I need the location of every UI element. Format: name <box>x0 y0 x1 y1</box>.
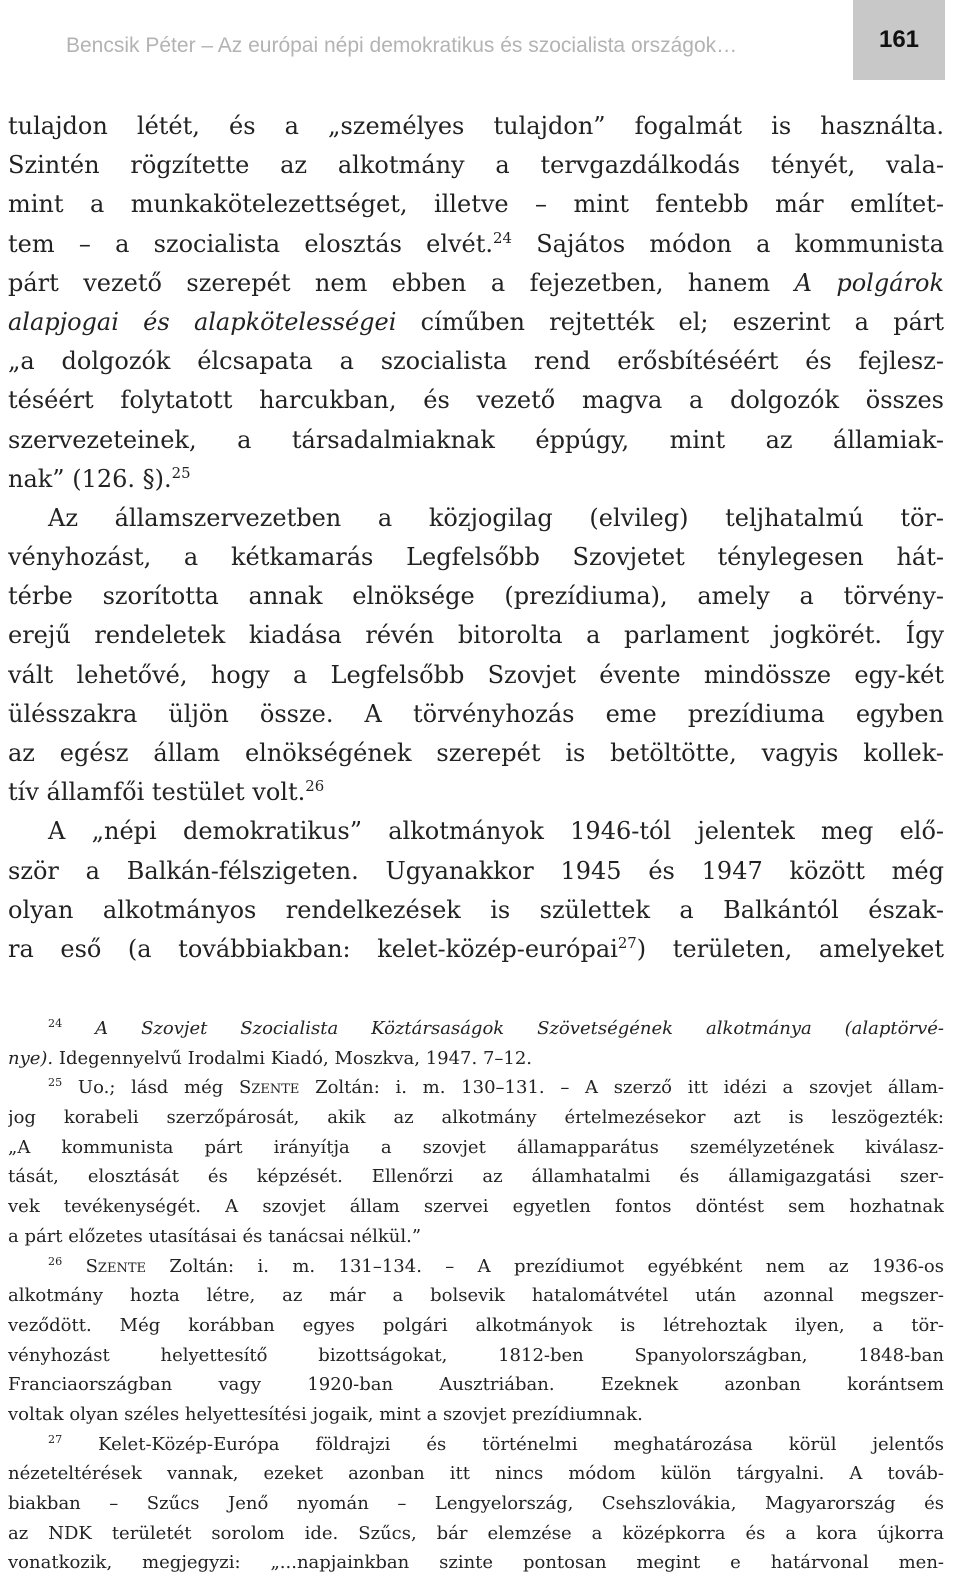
footnote-line: voltak olyan széles helyettesítési jogaik, mint a szovjet prezídiumnak. <box>8 1403 643 1425</box>
footnote-text: Idegennyelvű Irodalmi Kiadó, Moszkva, 1947. 7–12. <box>53 1047 533 1069</box>
italic-title: alapjogai és alapkötelességei <box>8 307 397 336</box>
footnote-line: a párt előzetes utasításai és tanácsai nélkül.” <box>8 1225 422 1247</box>
footnote-text: Zoltán: i. m. 131–134. – A prezídiumot egyébként nem az 1936-os <box>145 1255 944 1277</box>
text-line: az egész állam elnökségének szerepét is betöltötte, vagyis kollek- <box>8 739 944 768</box>
footnote-number: 27 <box>48 1432 63 1446</box>
text-segment: címűben rejtették el; eszerint a párt <box>396 307 944 336</box>
text-segment: tem – a szocialista elosztás elvét. <box>8 229 494 258</box>
page-header <box>0 0 960 90</box>
text-line: olyan alkotmányos rendelkezések is születtek a Balkántól észak- <box>8 895 944 924</box>
italic-title: A polgárok <box>794 268 944 297</box>
text-line: Az államszervezetben a közjogilag (elvileg) teljhatalmú tör- <box>48 503 944 532</box>
text-line: ülésszakra üljön össze. A törvényhozás eme prezídiuma egyben <box>8 699 944 728</box>
footnote-line: jog korabeli szerzőpárosát, akik az alkotmány értelmezésekor azt is leszögezték: <box>8 1107 944 1129</box>
footnote-number: 25 <box>48 1076 63 1090</box>
text-line: A „népi demokratikus” alkotmányok 1946-tól jelentek meg elő- <box>48 817 944 846</box>
footnote-ref-24: 24 <box>493 228 512 247</box>
text-segment: nak” (126. §). <box>8 464 172 493</box>
footnote-line: az NDK területét sorolom ide. Szűcs, bár elemzése a középkorra és a kora újkorra <box>8 1522 944 1544</box>
text-line <box>8 303 944 342</box>
text-line: Szintén rögzítette az alkotmány a tervgazdálkodás tényét, vala- <box>8 151 944 180</box>
footnote-line: vek tevékenységét. A szovjet állam szervei egyetlen fontos döntést sem hozhatnak <box>8 1196 944 1218</box>
footnote-ref-27: 27 <box>617 933 637 952</box>
text-line <box>8 930 944 969</box>
footnote-ref-26: 26 <box>305 777 325 796</box>
footnote-line <box>8 1044 944 1074</box>
text-segment: párt vezető szerepét nem ebben a fejezetben, hanem <box>8 268 795 297</box>
text-line: erejű rendeletek kiadása révén bitorolta a parlament jogkörét. Így <box>8 621 944 650</box>
footnotes <box>8 1014 944 1578</box>
author-name: Szente <box>85 1255 146 1277</box>
text-line <box>8 460 944 499</box>
page-number-box <box>853 0 945 80</box>
text-segment: ra eső (a továbbiakban: kelet-közép-európai <box>8 934 618 963</box>
text-line <box>8 773 944 812</box>
footnote-24 <box>8 1014 944 1044</box>
text-segment: ) területen, amelyeket <box>636 934 944 963</box>
footnote-27 <box>8 1430 944 1460</box>
footnote-line: biakban – Szűcs Jenő nyomán – Lengyelország, Csehszlovákia, Magyarország és <box>8 1493 944 1514</box>
text-line: téséért folytatott harcukban, és vezető magva a dolgozók összes <box>8 386 944 415</box>
text-segment: Sajátos módon a kommunista <box>511 229 944 258</box>
footnote-text: Zoltán: i. m. 130–131. – A szerző itt idézi a szovjet állam- <box>299 1077 944 1099</box>
text-line: mint a munkakötelezettséget, illetve – mint fentebb már említet- <box>8 190 944 219</box>
text-line: vényhozást, a kétkamarás Legfelsőbb Szovjetet ténylegesen hát- <box>8 543 944 572</box>
text-line <box>8 264 944 303</box>
text-segment: tív államfői testület volt. <box>8 778 306 807</box>
footnote-number: 26 <box>48 1254 63 1268</box>
text-line: térbe szorította annak elnöksége (prezídiuma), amely a törvény- <box>8 582 944 611</box>
text-line <box>8 225 944 264</box>
footnote-25 <box>8 1073 944 1103</box>
footnote-line: alkotmány hozta létre, az már a bolsevik hatalomátvétel után azonnal megszer- <box>8 1285 944 1307</box>
footnote-line: Franciaországban vagy 1920-ban Ausztriában. Ezeknek azonban korántsem <box>8 1374 944 1396</box>
text-line: „a dolgozók élcsapata a szocialista rend erősbítéséért és fejlesz- <box>8 347 944 376</box>
text-line: ször a Balkán-félszigeten. Ugyanakkor 1945 és 1947 között még <box>8 856 944 885</box>
footnote-number: 24 <box>48 1017 63 1030</box>
author-name: Szente <box>238 1077 300 1099</box>
footnote-text: A Szovjet Szocialista Köztársaságok Szövetségének alkotmánya (alaptörvé- <box>95 1018 944 1039</box>
text-line: tulajdon létét, és a „személyes tulajdon” fogalmát is használta. <box>8 112 944 140</box>
footnote-text: Uo.; lásd még <box>62 1077 239 1099</box>
footnote-ref-25: 25 <box>171 463 191 482</box>
main-text <box>8 107 944 969</box>
footnote-26 <box>8 1252 944 1282</box>
text-line: vált lehetővé, hogy a Legfelsőbb Szovjet évente mindössze egy-két <box>8 660 944 689</box>
footnote-text: nye). <box>8 1047 54 1069</box>
footnote-line: vonatkozik, megjegyzi: „...napjainkban szinte pontosan megint e határvonal men- <box>8 1552 944 1574</box>
footnote-line: nézeteltérések vannak, ezeket azonban itt nincs módom külön tárgyalni. A továb- <box>8 1463 944 1485</box>
footnote-text: Kelet-Közép-Európa földrajzi és történelmi meghatározása körül jelentős <box>62 1433 944 1455</box>
footnote-line: „A kommunista párt irányítja a szovjet államapparátus személyzetének kiválasz- <box>8 1136 944 1158</box>
footnote-line: vényhozást helyettesítő bizottságokat, 1812-ben Spanyolországban, 1848-ban <box>8 1344 944 1366</box>
footnote-line: tását, elosztását és képzését. Ellenőrzi az államhatalmi és államigazgatási szer- <box>8 1166 944 1188</box>
text-line: szervezeteinek, a társadalmiaknak éppúgy, mint az államiak- <box>8 425 944 454</box>
running-title: Bencsik Péter – Az európai népi demokratikus és szocialista országok… <box>66 34 738 57</box>
page-number: 161 <box>878 26 920 53</box>
footnote-line: veződött. Még korábban egyes polgári alkotmányok is létrehoztak ilyen, a tör- <box>8 1314 944 1336</box>
